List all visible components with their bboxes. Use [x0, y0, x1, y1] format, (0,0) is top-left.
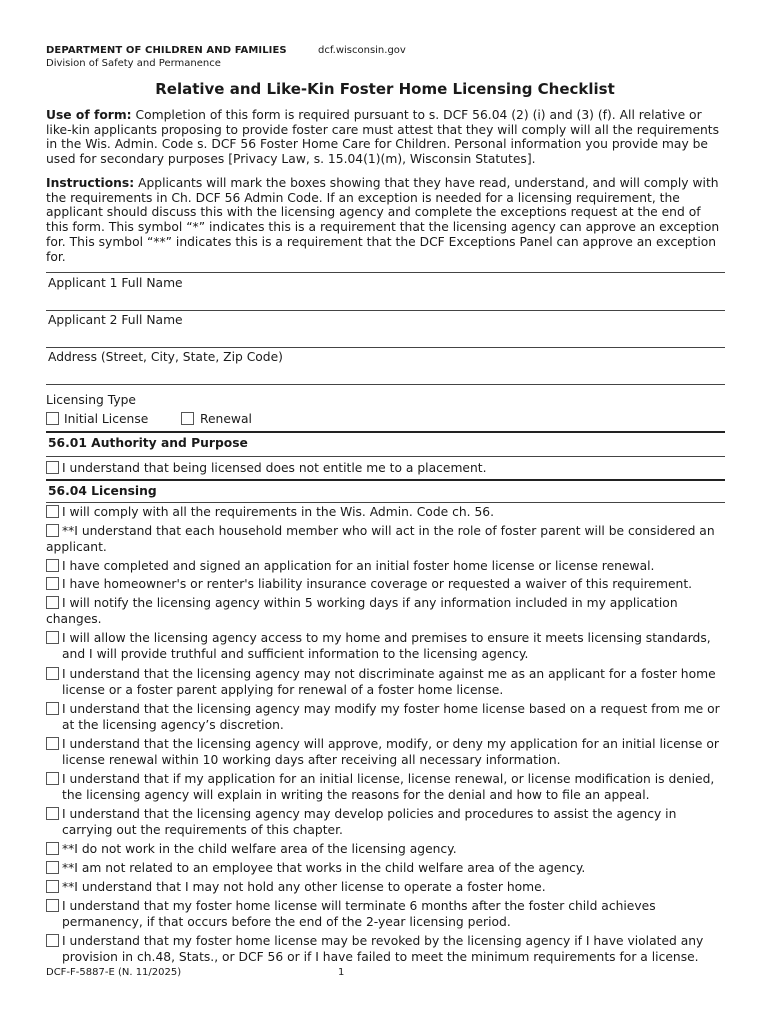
checklist-item: I will notify the licensing agency within 5 working days if any information included in my application changes.	[46, 596, 678, 626]
page-number: 1	[338, 967, 345, 978]
use-of-form-text: Completion of this form is required pursuant to s. DCF 56.04 (2) (i) and (3) (f). All relative or like-kin applicants proposing to provide foster care must attest that they will comply will all the requirements in the Wis. Admin. Code s. DCF 56 Foster Home Care for Children. Personal information you provide may be used for secondary purposes [Privacy Law, s. 15.04(1)(m), Wisconsin Statutes].	[46, 108, 720, 167]
checklist-item: I have homeowner's or renter's liability insurance coverage or requested a waiver of this requirement.	[62, 577, 693, 591]
divider	[46, 384, 725, 385]
section-title-56-01: 56.01 Authority and Purpose	[48, 436, 248, 450]
applicant2-label: Applicant 2 Full Name	[48, 313, 183, 327]
checklist-item: I understand that the licensing agency will approve, modify, or deny my application for an initial license or license renewal within 10 working days after receiving all necessary information.	[62, 737, 719, 767]
section-title-56-04: 56.04 Licensing	[48, 484, 157, 498]
initial-license-checkbox[interactable]	[46, 412, 59, 425]
checklist-item: I have completed and signed an application for an initial foster home license or license renewal.	[62, 559, 655, 573]
checklist-item: I understand that my foster home license will terminate 6 months after the foster child achieves permanency, if that occurs before the end of the 2-year licensing period.	[62, 899, 656, 929]
divider	[46, 347, 725, 348]
applicant2-input[interactable]	[46, 328, 725, 347]
form-id: DCF-F-5887-E (N. 11/2025)	[46, 967, 182, 978]
divider	[46, 310, 725, 311]
renewal-label: Renewal	[200, 412, 252, 426]
checklist-item: I will comply with all the requirements in the Wis. Admin. Code ch. 56.	[62, 505, 495, 519]
checklist-item: I will allow the licensing agency access to my home and premises to ensure it meets licensing standards, and I will provide truthful and sufficient information to the licensing agency.	[62, 631, 711, 661]
checklist-item: **I understand that each household member who will act in the role of foster parent will be considered an applicant.	[46, 524, 715, 554]
checklist-item: I understand that my foster home license may be revoked by the licensing agency if I have violated any provision in ch.48, Stats., or DCF 56 or if I have failed to meet the minimum requirements for a license.	[62, 934, 704, 964]
applicant1-input[interactable]	[46, 291, 725, 310]
agency-url[interactable]: dcf.wisconsin.gov	[318, 45, 406, 56]
divider	[46, 272, 725, 273]
address-label: Address (Street, City, State, Zip Code)	[48, 350, 283, 364]
checklist-item: **I understand that I may not hold any other license to operate a foster home.	[62, 880, 546, 894]
checklist-item: **I am not related to an employee that works in the child welfare area of the agency.	[62, 861, 586, 875]
instructions-text: Applicants will mark the boxes showing that they have read, understand, and will comply with the requirements in Ch. DCF 56 Admin Code. If an exception is needed for a licensing requirement, the applicant should discuss this with the licensing agency and complete the exceptions request at the end of this form. This symbol “*” indicates this is a requirement that the licensing agency can approve an exception for. This symbol “**” indicates this is a requirement that the DCF Exceptions Panel can approve an exception for.	[46, 176, 720, 264]
use-of-form-label: Use of form:	[46, 108, 132, 122]
checklist-item: I understand that being licensed does not entitle me to a placement.	[62, 461, 487, 475]
divider	[46, 456, 725, 457]
use-of-form-paragraph	[46, 108, 726, 167]
checklist-item: I understand that the licensing agency may not discriminate against me as an applicant for a foster home license or a foster parent applying for renewal of a foster home license.	[62, 667, 716, 697]
instructions-label: Instructions:	[46, 176, 135, 190]
checklist-item: I understand that the licensing agency may modify my foster home license based on a request from me or at the licensing agency’s discretion.	[62, 702, 720, 732]
licensing-type-label: Licensing Type	[46, 393, 136, 407]
applicant1-label: Applicant 1 Full Name	[48, 276, 183, 290]
checklist-item: I understand that if my application for an initial license, license renewal, or license modification is denied, the licensing agency will explain in writing the reasons for the denial and how to file an appeal.	[62, 772, 715, 802]
instructions-paragraph	[46, 176, 726, 264]
department-name: DEPARTMENT OF CHILDREN AND FAMILIES	[46, 45, 287, 56]
division-name: Division of Safety and Permanence	[46, 58, 221, 69]
section-divider	[46, 431, 725, 433]
renewal-checkbox[interactable]	[181, 412, 194, 425]
page-title: Relative and Like-Kin Foster Home Licensing Checklist	[155, 80, 615, 98]
address-input[interactable]	[46, 365, 725, 384]
initial-license-label: Initial License	[64, 412, 149, 426]
section-divider	[46, 479, 725, 481]
checklist-item: **I do not work in the child welfare area of the licensing agency.	[62, 842, 457, 856]
checklist-item: I understand that the licensing agency may develop policies and procedures to assist the agency in carrying out the requirements of this chapter.	[62, 807, 677, 837]
divider	[46, 502, 725, 503]
